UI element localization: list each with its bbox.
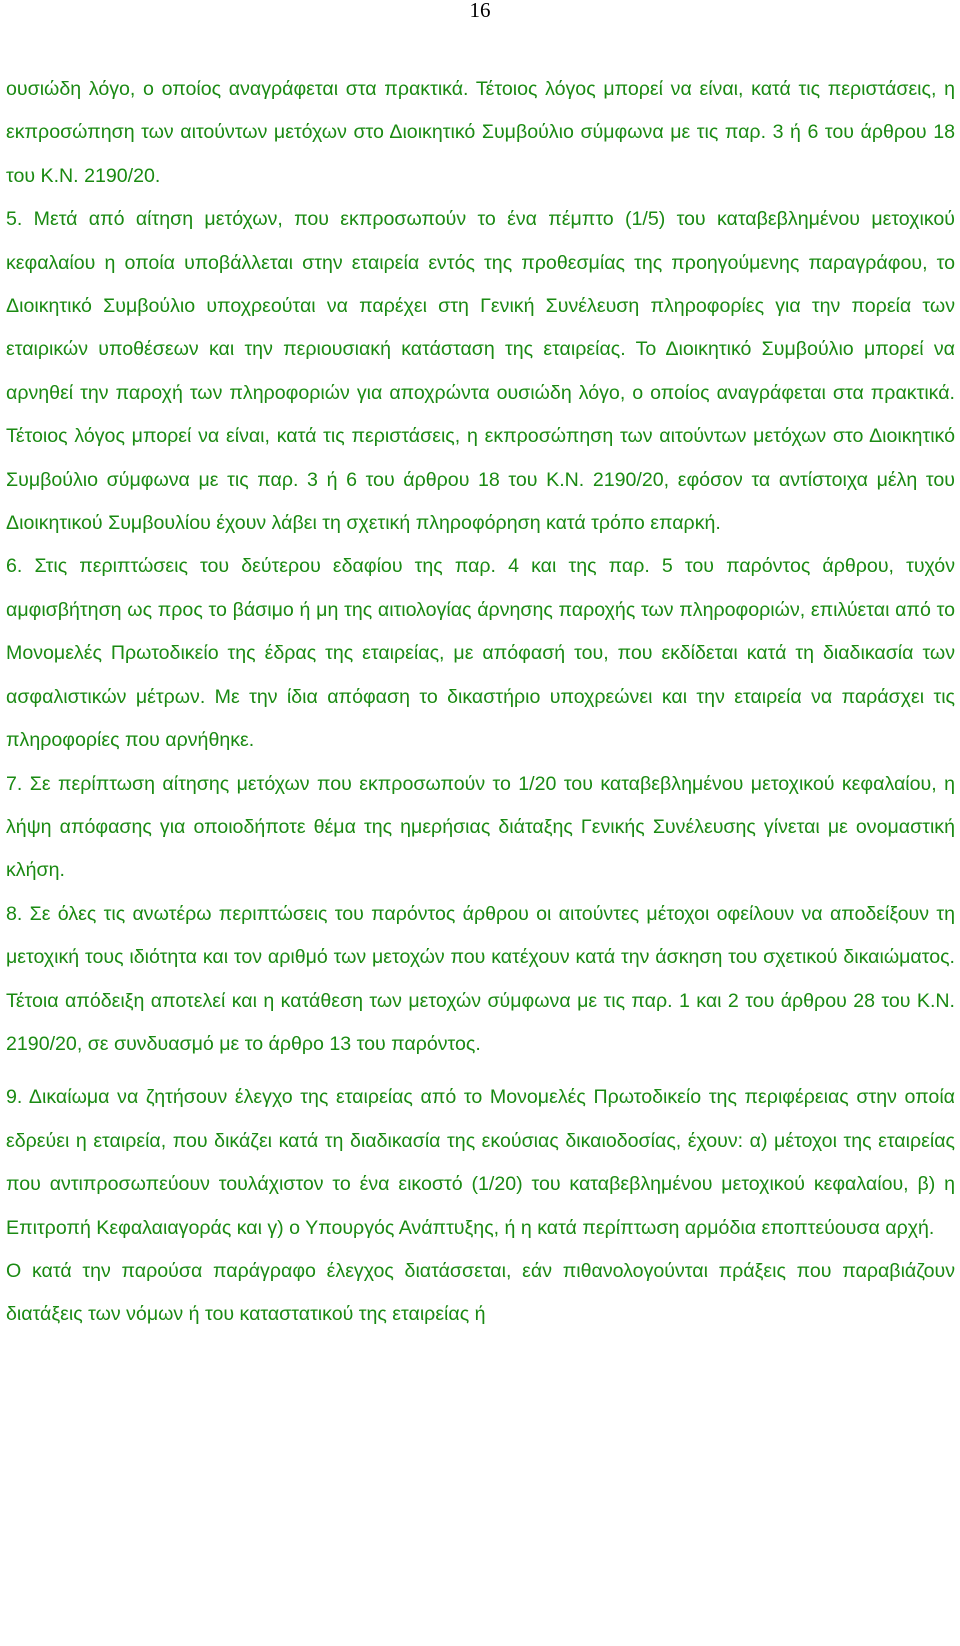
paragraph-5: 5. Μετά από αίτηση μετόχων, που εκπροσωπούν το ένα πέμπτο (1/5) του καταβεβλημένου μετοχικού κεφαλαίου η οποία υποβάλλεται στην εταιρεία εντός της προθεσμίας της προηγούμενης παραγράφου, το Διοικητικό Συμβούλιο υποχρεούται να παρέχει στη Γενική Συνέλευση πληροφορίες για την πορεία των εταιρικών υποθέσεων και την περιουσιακή κατάσταση της εταιρείας. Το Διοικητικό Συμβούλιο μπορεί να αρνηθεί την παροχή των πληροφοριών για αποχρώντα ουσιώδη λόγο, ο οποίος αναγράφεται στα πρακτικά. Τέτοιος λόγος μπορεί να είναι, κατά τις περιστάσεις, η εκπροσώπηση των αιτούντων μετόχων στο Διοικητικό Συμβούλιο σύμφωνα με τις παρ. 3 ή 6 του άρθρου 18 του Κ.Ν. 2190/20, εφόσον τα αντίστοιχα μέλη του Διοικητικού Συμβουλίου έχουν λάβει τη σχετική πληροφόρηση κατά τρόπο επαρκή. (6, 208, 955, 535)
paragraph-8: 8. Σε όλες τις ανωτέρω περιπτώσεις του παρόντος άρθρου οι αιτούντες μέτοχοι οφείλουν να αποδείξουν τη μετοχική τους ιδιότητα και τον αριθμό των μετοχών που κατέχουν κατά την άσκηση του σχετικού δικαιώματος. Τέτοια απόδειξη αποτελεί και η κατάθεση των μετοχών σύμφωνα με τις παρ. 1 και 2 του άρθρου 28 του Κ.Ν. 2190/20, σε συνδυασμό με το άρθρο 13 του παρόντος. (6, 902, 955, 1055)
paragraph-6: 6. Στις περιπτώσεις του δεύτερου εδαφίου της παρ. 4 και της παρ. 5 του παρόντος άρθρου, τυχόν αμφισβήτηση ως προς το βάσιμο ή μη της αιτιολογίας άρνησης παροχής των πληροφοριών, επιλύεται από το Μονομελές Πρωτοδικείο της έδρας της εταιρείας, με απόφασή του, που εκδίδεται κατά τη διαδικασία των ασφαλιστικών μέτρων. Με την ίδια απόφαση το δικαστήριο υποχρεώνει και την εταιρεία να παράσχει τις πληροφορίες που αρνήθηκε. (6, 555, 955, 752)
paragraph-9-continuation: Ο κατά την παρούσα παράγραφο έλεγχος διατάσσεται, εάν πιθανολογούνται πράξεις που παραβιάζουν διατάξεις των νόμων ή του καταστατικού της εταιρείας ή (6, 1259, 955, 1326)
paragraph-7: 7. Σε περίπτωση αίτησης μετόχων που εκπροσωπούν το 1/20 του καταβεβλημένου μετοχικού κεφαλαίου, η λήψη απόφασης για οποιοδήποτε θέμα της ημερήσιας διάταξης Γενικής Συνέλευσης γίνεται με ονομαστική κλήση. (6, 772, 955, 882)
paragraph-9: 9. Δικαίωμα να ζητήσουν έλεγχο της εταιρείας από το Μονομελές Πρωτοδικείο της περιφέρειας στην οποία εδρεύει η εταιρεία, που δικάζει κατά τη διαδικασία της εκούσιας δικαιοδοσίας, έχουν: α) μέτοχοι της εταιρείας που αντιπροσωπεύουν τουλάχιστον το ένα εικοστό (1/20) του καταβεβλημένου μετοχικού κεφαλαίου, β) η Επιτροπή Κεφαλαιαγοράς και γ) ο Υπουργός Ανάπτυξης, ή η κατά περίπτωση αρμόδια εποπτεύουσα αρχή. (6, 1086, 955, 1239)
paragraph-continuation: ουσιώδη λόγο, ο οποίος αναγράφεται στα πρακτικά. Τέτοιος λόγος μπορεί να είναι, κατά τις περιστάσεις, η εκπροσώπηση των αιτούντων μετόχων στο Διοικητικό Συμβούλιο σύμφωνα με τις παρ. 3 ή 6 του άρθρου 18 του Κ.Ν. 2190/20. (6, 78, 955, 187)
document-body (6, 68, 955, 1337)
page-number: 16 (469, 0, 491, 22)
